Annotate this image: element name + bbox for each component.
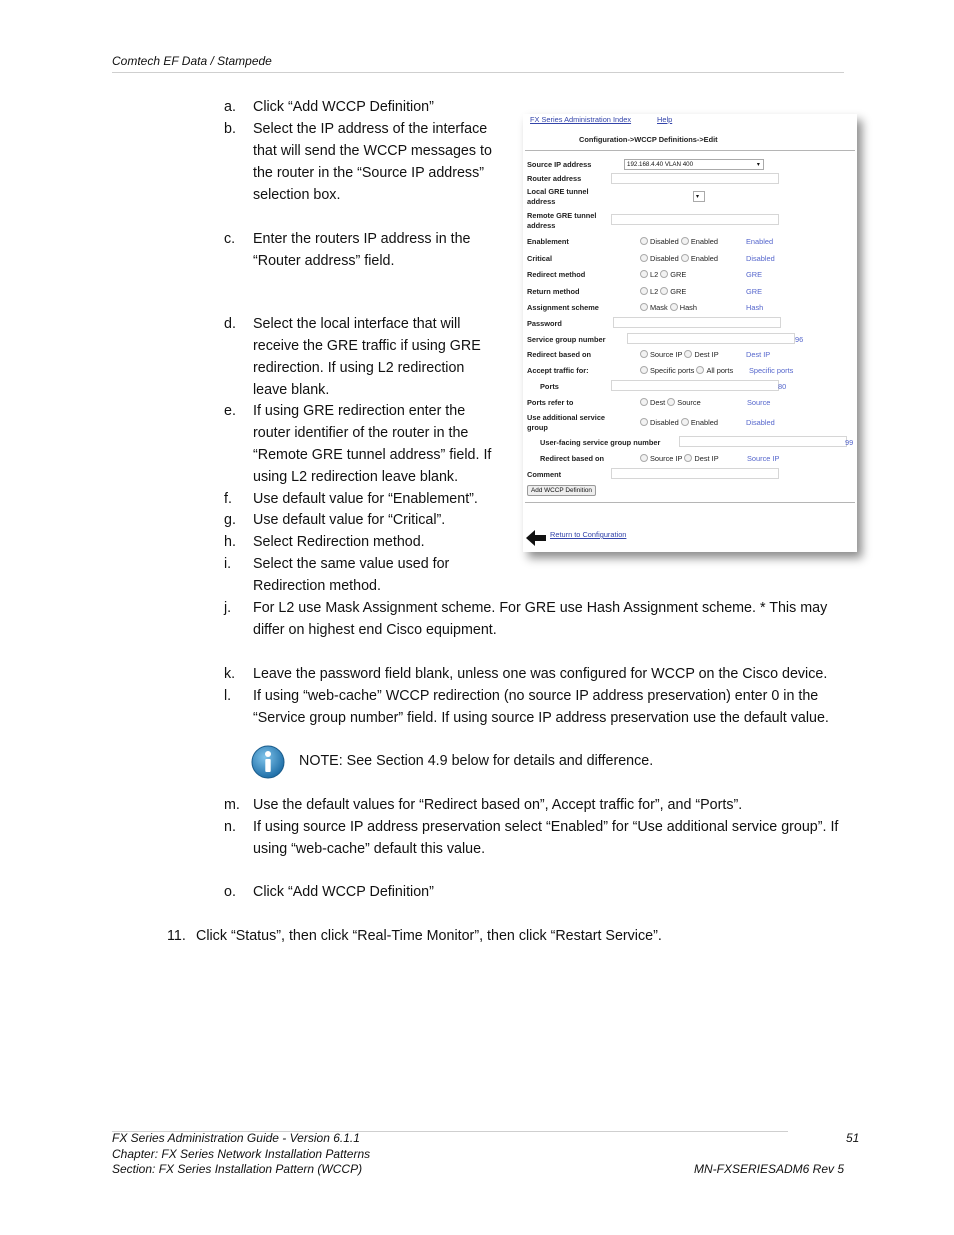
redirect-based-2-default: Source IP	[747, 454, 780, 463]
option-label: L2	[650, 287, 659, 296]
step-text: Use the default values for “Redirect based on”, Accept traffic for”, and “Ports”.	[253, 797, 743, 813]
page-number: 51	[846, 1131, 860, 1145]
chevron-down-icon: ▾	[696, 193, 700, 200]
step-letter: g.	[224, 512, 236, 528]
chevron-down-icon: ▾	[756, 161, 760, 168]
step-line: using “web-cache” default this value.	[253, 841, 486, 857]
password-input[interactable]	[613, 317, 781, 328]
ports-label: Ports	[540, 382, 559, 391]
step-line: If using GRE redirection enter the	[253, 403, 466, 419]
ports-refer-label: Ports refer to	[527, 398, 574, 407]
radio-button[interactable]	[640, 270, 648, 278]
header-divider	[112, 72, 844, 73]
use-additional-options[interactable]	[640, 418, 718, 427]
option-label: Source IP	[650, 350, 683, 359]
radio-button[interactable]	[681, 418, 689, 426]
radio-button[interactable]	[684, 454, 692, 462]
radio-button[interactable]	[640, 287, 648, 295]
option-label: GRE	[670, 287, 687, 296]
redirect-method-default: GRE	[746, 270, 763, 279]
service-group-label: Service group number	[527, 335, 606, 344]
service-group-default: 96	[795, 335, 804, 344]
option-label: Hash	[679, 303, 697, 312]
radio-button[interactable]	[640, 366, 648, 374]
option-label: Source	[677, 398, 701, 407]
option-label: Mask	[650, 303, 668, 312]
radio-button[interactable]	[684, 350, 692, 358]
option-label: Disabled	[650, 237, 679, 246]
assignment-scheme-default: Hash	[746, 303, 764, 312]
return-method-options[interactable]	[640, 287, 686, 296]
radio-button[interactable]	[681, 254, 689, 262]
local-gre-label-2: address	[527, 197, 556, 206]
option-label: Dest IP	[694, 454, 719, 463]
comment-label: Comment	[527, 470, 562, 479]
comment-input[interactable]	[611, 468, 779, 479]
step-line: differ on highest end Cisco equipment.	[253, 622, 497, 638]
option-label: Disabled	[650, 254, 679, 263]
step-text: Click “Add WCCP Definition”	[253, 884, 434, 900]
critical-default: Disabled	[746, 254, 775, 263]
redirect-method-options[interactable]	[640, 270, 686, 279]
redirect-based-2-options[interactable]	[640, 454, 719, 463]
info-icon	[251, 745, 285, 779]
step-letter: c.	[224, 231, 236, 247]
user-facing-input[interactable]	[679, 436, 847, 447]
step-letter: f.	[224, 491, 232, 507]
accept-traffic-default: Specific ports	[749, 366, 794, 375]
radio-button[interactable]	[670, 303, 678, 311]
document-id: MN-FXSERIESADM6 Rev 5	[694, 1162, 845, 1176]
step-line: For L2 use Mask Assignment scheme. For GRE use Hash Assignment scheme. * This may	[253, 600, 828, 616]
enablement-label: Enablement	[527, 237, 569, 246]
step-letter: i.	[224, 556, 232, 572]
step-line: selection box.	[253, 187, 341, 203]
ports-refer-default: Source	[747, 398, 771, 407]
step-letter: d.	[224, 316, 236, 332]
return-to-configuration-link[interactable]: Return to Configuration	[550, 530, 627, 539]
option-label: Specific ports	[650, 366, 695, 375]
step-text: Use default value for “Critical”.	[253, 512, 446, 528]
source-ip-value: 192.168.4.40 VLAN 400	[627, 161, 694, 168]
step-line: receive the GRE traffic if using GRE	[253, 338, 481, 354]
step-letter: m.	[224, 797, 240, 813]
step-line: Select the IP address of the interface	[253, 121, 488, 137]
radio-button[interactable]	[640, 303, 648, 311]
back-arrow-icon[interactable]	[526, 530, 546, 546]
step-line: “Service group number” field. If using source IP address preservation use the default value.	[253, 710, 829, 726]
radio-button[interactable]	[640, 398, 648, 406]
step-line: Select the same value used for	[253, 556, 450, 572]
use-additional-label-2: group	[527, 423, 548, 432]
local-gre-select[interactable]	[693, 191, 705, 202]
nav-admin-index-link[interactable]: FX Series Administration Index	[530, 115, 632, 124]
radio-button[interactable]	[660, 287, 668, 295]
redirect-based-label: Redirect based on	[527, 350, 592, 359]
screen-title: Configuration->WCCP Definitions->Edit	[579, 135, 718, 144]
router-address-input[interactable]	[611, 173, 779, 184]
footer-guide: FX Series Administration Guide - Version 6.1.1	[112, 1131, 360, 1145]
option-label: GRE	[670, 270, 687, 279]
option-label: Enabled	[690, 237, 718, 246]
ports-refer-options[interactable]	[640, 398, 701, 407]
option-label: Disabled	[650, 418, 679, 427]
use-additional-label: Use additional service	[527, 413, 606, 422]
enablement-default: Enabled	[746, 237, 774, 246]
critical-options[interactable]	[640, 254, 718, 263]
enablement-options[interactable]	[640, 237, 718, 246]
step-text: Select Redirection method.	[253, 534, 425, 550]
service-group-input[interactable]	[627, 333, 795, 344]
remote-gre-label-2: address	[527, 221, 556, 230]
option-label: Enabled	[690, 418, 718, 427]
radio-button[interactable]	[681, 237, 689, 245]
radio-button[interactable]	[696, 366, 704, 374]
redirect-based-options[interactable]	[640, 350, 719, 359]
source-ip-select[interactable]	[624, 159, 764, 170]
critical-label: Critical	[527, 254, 553, 263]
option-label: Enabled	[690, 254, 718, 263]
footer-divider	[525, 502, 855, 503]
step-text: Click “Status”, then click “Real-Time Monitor”, then click “Restart Service”.	[196, 928, 662, 944]
option-label: Dest IP	[694, 350, 719, 359]
step-line: leave blank.	[253, 382, 330, 398]
assignment-scheme-label: Assignment scheme	[527, 303, 599, 312]
redirect-based-default: Dest IP	[746, 350, 771, 359]
step-line: redirection. If using L2 redirection	[253, 360, 465, 376]
step-line: Select the local interface that will	[253, 316, 461, 332]
add-wccp-definition-button[interactable]: Add WCCP Definition	[527, 485, 596, 496]
option-label: All ports	[706, 366, 734, 375]
router-address-label: Router address	[527, 174, 582, 183]
remote-gre-input[interactable]	[611, 214, 779, 225]
step-text: Leave the password field blank, unless one was configured for WCCP on the Cisco device.	[253, 666, 828, 682]
option-label: Dest	[650, 398, 666, 407]
step-letter: j.	[224, 600, 232, 616]
step-letter: b.	[224, 121, 236, 137]
step-letter: h.	[224, 534, 236, 550]
step-line: “Remote GRE tunnel address” field. If	[253, 447, 492, 463]
return-method-label: Return method	[527, 287, 580, 296]
running-header: Comtech EF Data / Stampede	[112, 54, 272, 68]
radio-button[interactable]	[640, 254, 648, 262]
ports-input[interactable]	[611, 380, 779, 391]
accept-traffic-label: Accept traffic for:	[527, 366, 589, 375]
title-divider	[525, 150, 855, 151]
return-method-default: GRE	[746, 287, 763, 296]
redirect-method-label: Redirect method	[527, 270, 586, 279]
nav-help-link[interactable]: Help	[657, 115, 673, 124]
step-line: Enter the routers IP address in the	[253, 231, 471, 247]
step-line: “Router address” field.	[253, 253, 395, 269]
step-line: If using source IP address preservation select “Enabled” for “Use additional service group”. If	[253, 819, 839, 835]
step-text: Use default value for “Enablement”.	[253, 491, 478, 507]
radio-button[interactable]	[640, 418, 648, 426]
step-text: Click “Add WCCP Definition”	[253, 99, 434, 115]
step-letter: e.	[224, 403, 236, 419]
step-letter: a.	[224, 99, 236, 115]
footer-section: Section: FX Series Installation Pattern (WCCP)	[112, 1162, 363, 1176]
password-label: Password	[527, 319, 562, 328]
option-label: Source IP	[650, 454, 683, 463]
step-line: If using “web-cache” WCCP redirection (no source IP address preservation) enter 0 in the	[253, 688, 819, 704]
step-letter: k.	[224, 666, 236, 682]
radio-button[interactable]	[640, 237, 648, 245]
step-line: that will send the WCCP messages to	[253, 143, 492, 159]
local-gre-label: Local GRE tunnel	[527, 187, 589, 196]
step-letter: n.	[224, 819, 236, 835]
redirect-based-2-label: Redirect based on	[540, 454, 605, 463]
radio-button[interactable]	[640, 454, 648, 462]
wccp-edit-screenshot	[523, 114, 857, 552]
radio-button[interactable]	[640, 350, 648, 358]
footer-chapter: Chapter: FX Series Network Installation Patterns	[112, 1146, 371, 1161]
step-letter: o.	[224, 884, 236, 900]
assignment-scheme-options[interactable]	[640, 303, 697, 312]
use-additional-default: Disabled	[746, 418, 775, 427]
user-facing-label: User-facing service group number	[540, 438, 661, 447]
note-text: NOTE: See Section 4.9 below for details and difference.	[299, 753, 654, 769]
source-ip-label: Source IP address	[527, 160, 592, 169]
step-letter: l.	[224, 688, 232, 704]
step-line: router identifier of the router in the	[253, 425, 469, 441]
remote-gre-label: Remote GRE tunnel	[527, 211, 597, 220]
step-line: Redirection method.	[253, 578, 381, 594]
step-line: using L2 redirection leave blank.	[253, 469, 459, 485]
accept-traffic-options[interactable]	[640, 366, 733, 375]
user-facing-default: 99	[845, 438, 854, 447]
radio-button[interactable]	[667, 398, 675, 406]
option-label: L2	[650, 270, 659, 279]
radio-button[interactable]	[660, 270, 668, 278]
ports-default: 80	[778, 382, 787, 391]
footer-left	[112, 1131, 370, 1178]
step-line: the router in the “Source IP address”	[253, 165, 484, 181]
step-number: 11.	[167, 928, 186, 944]
